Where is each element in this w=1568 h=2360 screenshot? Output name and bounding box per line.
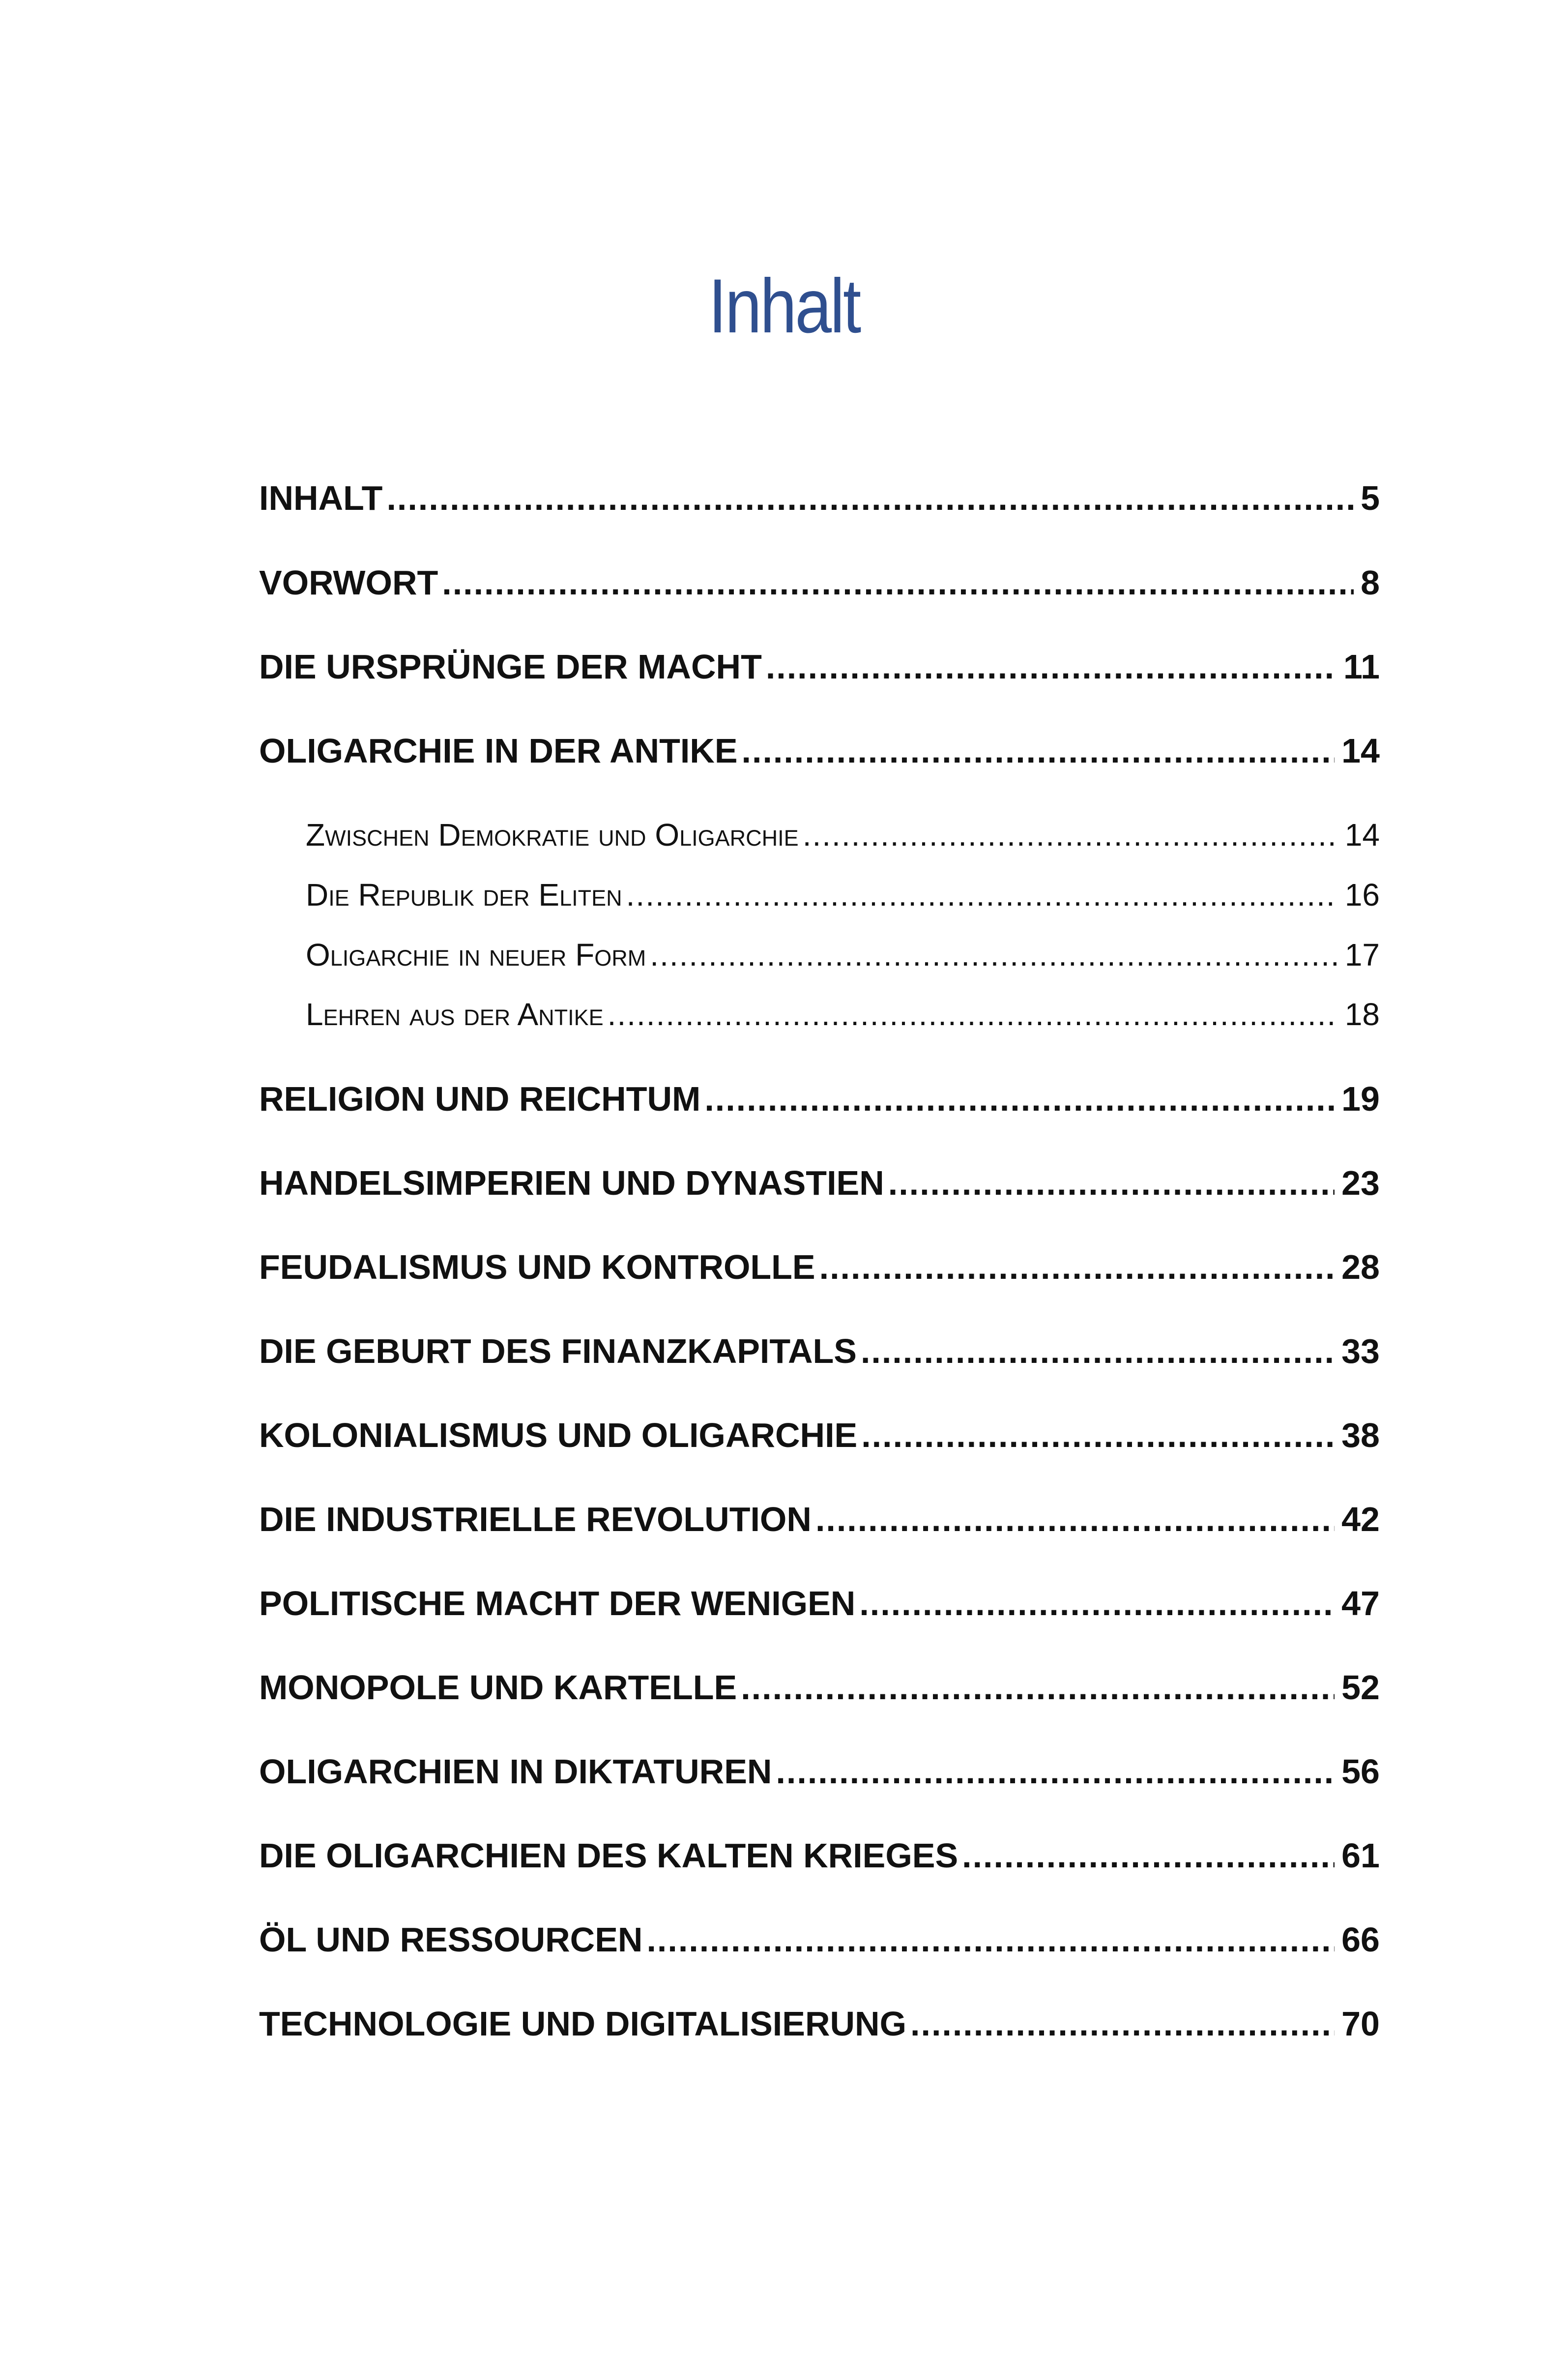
- toc-page-number: 56: [1341, 1752, 1380, 1791]
- toc-page-number: 42: [1341, 1500, 1380, 1538]
- toc-page-number: 38: [1341, 1416, 1380, 1454]
- toc-entry-title: DIE URSPRÜNGE DER MACHT: [259, 648, 762, 686]
- toc-page-number: 17: [1344, 937, 1380, 973]
- toc-page-number: 28: [1341, 1248, 1380, 1286]
- toc-page-number: 19: [1341, 1080, 1380, 1118]
- toc-entry-title: DIE OLIGARCHIEN DES KALTEN KRIEGES: [259, 1836, 958, 1875]
- toc-entry-title: OLIGARCHIE IN DER ANTIKE: [259, 732, 738, 770]
- toc-dot-leader: [861, 1413, 1335, 1457]
- toc-dot-leader: [626, 874, 1338, 915]
- toc-dot-leader: [859, 1581, 1335, 1625]
- toc-dot-leader: [742, 729, 1335, 773]
- toc-entry-title: DIE INDUSTRIELLE REVOLUTION: [259, 1500, 812, 1538]
- toc-page-number: 18: [1344, 997, 1380, 1032]
- toc-dot-leader: [386, 476, 1354, 520]
- toc-entry-title: OLIGARCHIEN IN DIKTATUREN: [259, 1752, 772, 1791]
- toc-dot-leader: [910, 2002, 1335, 2046]
- toc-page-number: 11: [1343, 648, 1380, 686]
- toc-entry-title: Zwischen Demokratie und Oligarchie: [306, 817, 799, 853]
- toc-dot-leader: [650, 934, 1338, 975]
- toc-entry-title: HANDELSIMPERIEN UND DYNASTIEN: [259, 1164, 884, 1202]
- toc-dot-leader: [803, 814, 1338, 856]
- toc-entry-title: DIE GEBURT DES FINANZKAPITALS: [259, 1332, 857, 1370]
- toc-page-number: 16: [1344, 877, 1380, 913]
- toc-entry-title: Oligarchie in neuer Form: [306, 937, 646, 973]
- toc-page-number: 8: [1361, 563, 1380, 602]
- toc-page-number: 61: [1341, 1836, 1380, 1875]
- toc-entry[interactable]: [259, 1918, 1380, 1962]
- toc-page-number: 5: [1361, 479, 1380, 517]
- toc-entry[interactable]: [259, 729, 1380, 773]
- toc-dot-leader: [766, 645, 1336, 689]
- toc-entry-title: FEUDALISMUS UND KONTROLLE: [259, 1248, 815, 1286]
- toc-entry[interactable]: [259, 1749, 1380, 1794]
- toc-subentry[interactable]: [306, 934, 1380, 975]
- toc-dot-leader: [861, 1329, 1335, 1373]
- toc-dot-leader: [819, 1245, 1335, 1289]
- toc-page-number: 70: [1341, 2005, 1380, 2043]
- toc-dot-leader: [646, 1918, 1335, 1962]
- toc-entry[interactable]: [259, 1413, 1380, 1457]
- page-title: Inhalt: [708, 263, 860, 349]
- toc-entry-title: MONOPOLE UND KARTELLE: [259, 1668, 737, 1707]
- toc-dot-leader: [888, 1161, 1335, 1205]
- toc-entry-title: VORWORT: [259, 563, 438, 602]
- toc-entry[interactable]: [259, 1833, 1380, 1878]
- toc-dot-leader: [608, 994, 1338, 1035]
- toc-entry-title: INHALT: [259, 479, 383, 517]
- toc-entry[interactable]: [259, 1665, 1380, 1710]
- toc-page-number: 14: [1344, 817, 1380, 853]
- toc-dot-leader: [442, 560, 1354, 605]
- toc-entry[interactable]: [259, 1581, 1380, 1625]
- toc-entry-title: Die Republik der Eliten: [306, 877, 622, 913]
- toc-entry[interactable]: [259, 560, 1380, 605]
- toc-entry[interactable]: [259, 1077, 1380, 1121]
- toc-entry[interactable]: [259, 1161, 1380, 1205]
- toc-subentry[interactable]: [306, 814, 1380, 856]
- toc-page-number: 23: [1341, 1164, 1380, 1202]
- toc-entry-title: POLITISCHE MACHT DER WENIGEN: [259, 1584, 856, 1622]
- toc-dot-leader: [776, 1749, 1335, 1794]
- toc-dot-leader: [962, 1833, 1335, 1878]
- toc-entry[interactable]: [259, 1329, 1380, 1373]
- toc-entry-title: Lehren aus der Antike: [306, 997, 604, 1032]
- toc-entry[interactable]: [259, 476, 1380, 520]
- toc-dot-leader: [704, 1077, 1335, 1121]
- toc-dot-leader: [815, 1497, 1335, 1541]
- toc-page-number: 66: [1341, 1920, 1380, 1959]
- toc-page-number: 47: [1341, 1584, 1380, 1622]
- toc-entry-title: ÖL UND RESSOURCEN: [259, 1920, 643, 1959]
- toc-entry[interactable]: [259, 1497, 1380, 1541]
- toc-page-number: 33: [1341, 1332, 1380, 1370]
- toc-dot-leader: [741, 1665, 1335, 1710]
- toc-entry[interactable]: [259, 1245, 1380, 1289]
- toc-entry-title: RELIGION UND REICHTUM: [259, 1080, 701, 1118]
- toc-entry-title: KOLONIALISMUS UND OLIGARCHIE: [259, 1416, 858, 1454]
- toc-entry[interactable]: [259, 2002, 1380, 2046]
- toc-subentry[interactable]: [306, 874, 1380, 915]
- toc-subentry[interactable]: [306, 994, 1380, 1035]
- toc-page-number: 14: [1341, 732, 1380, 770]
- toc-entry-title: TECHNOLOGIE UND DIGITALISIERUNG: [259, 2005, 907, 2043]
- toc-page-number: 52: [1341, 1668, 1380, 1707]
- toc-entry[interactable]: [259, 645, 1380, 689]
